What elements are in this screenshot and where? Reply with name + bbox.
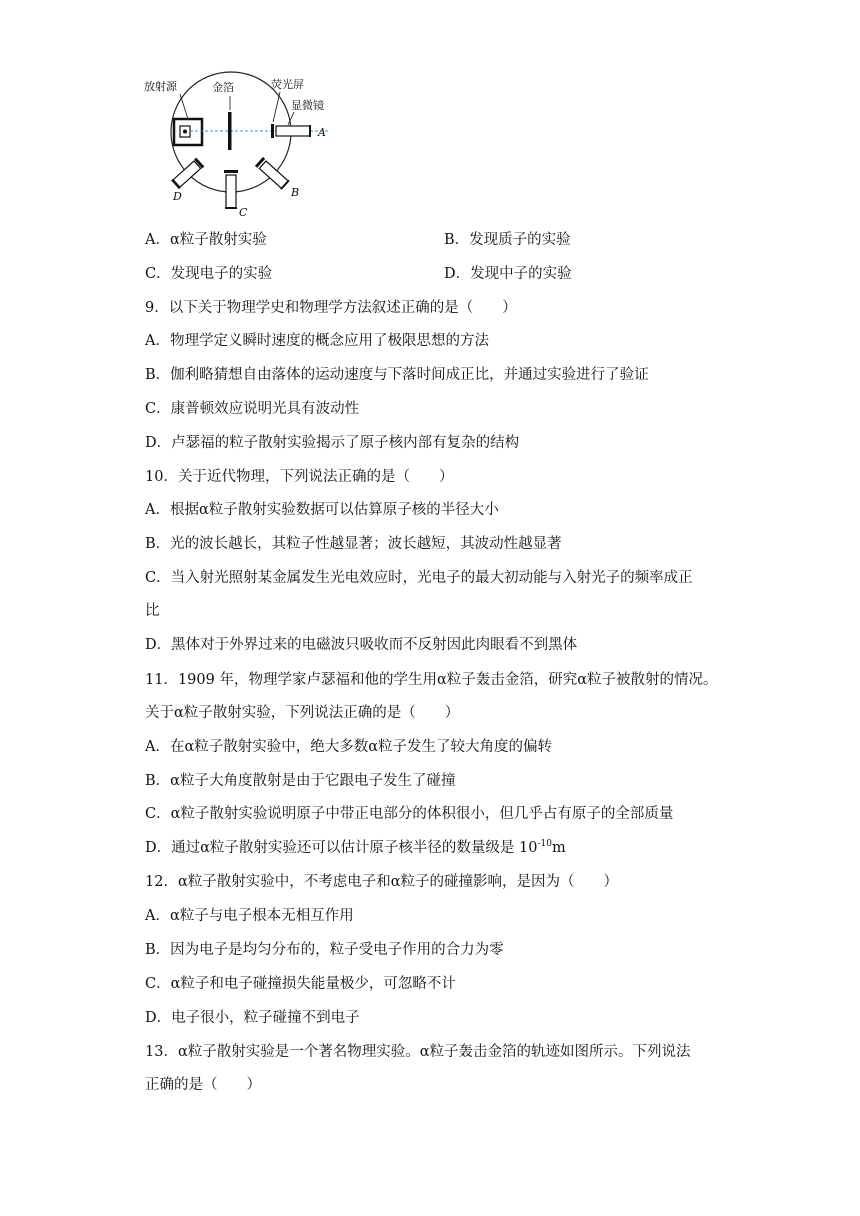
q9-option-d: D．卢瑟福的粒子散射实验揭示了原子核内部有复杂的结构 (145, 435, 520, 451)
q13-stem-cont: 正确的是（ ） (145, 1077, 261, 1093)
q11-option-b: B．α粒子大角度散射是由于它跟电子发生了碰撞 (145, 773, 456, 789)
q12-option-d: D．电子很小，粒子碰撞不到电子 (145, 1010, 360, 1026)
microscope-C (224, 170, 238, 208)
q8-option-b: B．发现质子的实验 (444, 232, 571, 248)
q11-option-c: C．α粒子散射实验说明原子中带正电部分的体积很小，但几乎占有原子的全部质量 (145, 806, 674, 822)
q11-stem: 11．1909 年，物理学家卢瑟福和他的学生用α粒子轰击金箔，研究α粒子被散射的情况。 (145, 672, 718, 688)
q10-option-d: D．黑体对于外界过来的电磁波只吸收而不反射因此肉眼看不到黑体 (145, 637, 578, 653)
q9-option-b: B．伽利略猜想自由落体的运动速度与下落时间成正比，并通过实验进行了验证 (145, 367, 649, 383)
q12-option-c: C．α粒子和电子碰撞损失能量极少，可忽略不计 (145, 976, 456, 992)
apparatus-diagram (140, 70, 340, 220)
label-C: C (239, 206, 248, 219)
q9-option-a: A．物理学定义瞬时速度的概念应用了极限思想的方法 (145, 333, 489, 349)
scattering-apparatus-figure (140, 70, 340, 220)
q10-stem: 10．关于近代物理，下列说法正确的是（ ） (145, 469, 454, 485)
label-B: B (291, 186, 300, 199)
microscope-A (271, 124, 310, 138)
q8-option-d: D．发现中子的实验 (444, 266, 572, 282)
q9-option-c: C．康普顿效应说明光具有波动性 (145, 401, 360, 417)
q11-option-d (145, 838, 566, 858)
label-microscope: 显微镜 (291, 99, 324, 112)
q10-option-c: C．当入射光照射某金属发生光电效应时，光电子的最大初动能与入射光子的频率成正 (145, 570, 693, 586)
q10-option-c-cont: 比 (145, 603, 160, 619)
q10-option-a: A．根据α粒子散射实验数据可以估算原子核的半径大小 (145, 502, 499, 518)
q12-option-b: B．因为电子是均匀分布的，粒子受电子作用的合力为零 (145, 942, 504, 958)
q12-stem: 12．α粒子散射实验中，不考虑电子和α粒子的碰撞影响，是因为（ ） (145, 874, 619, 890)
source-box (174, 119, 202, 145)
q8-option-a: A．α粒子散射实验 (145, 232, 267, 248)
q11-option-a: A．在α粒子散射实验中，绝大多数α粒子发生了较大角度的偏转 (145, 739, 553, 755)
label-D: D (173, 190, 182, 203)
microscope-D (172, 158, 205, 189)
q13-stem: 13．α粒子散射实验是一个著名物理实验。α粒子轰击金箔的轨迹如图所示。下列说法 (145, 1044, 691, 1060)
q11-option-d-text: D．通过α粒子散射实验还可以估计原子核半径的数量级是 10 (145, 840, 538, 856)
label-source: 放射源 (144, 80, 177, 93)
q9-stem: 9．以下关于物理学史和物理学方法叙述正确的是（ ） (145, 300, 517, 316)
q11-option-d-exponent: -10 (537, 839, 552, 850)
gold-foil (228, 112, 232, 150)
q8-option-c: C．发现电子的实验 (145, 266, 273, 282)
q10-option-b: B．光的波长越长，其粒子性越显著；波长越短，其波动性越显著 (145, 536, 562, 552)
label-screen: 荧光屏 (271, 78, 304, 91)
q11-stem-cont: 关于α粒子散射实验，下列说法正确的是（ ） (145, 705, 460, 721)
q12-option-a: A．α粒子与电子根本无相互作用 (145, 908, 354, 924)
label-foil: 金箔 (212, 81, 234, 94)
label-A: A (318, 126, 326, 139)
q11-option-d-unit: m (551, 840, 566, 856)
